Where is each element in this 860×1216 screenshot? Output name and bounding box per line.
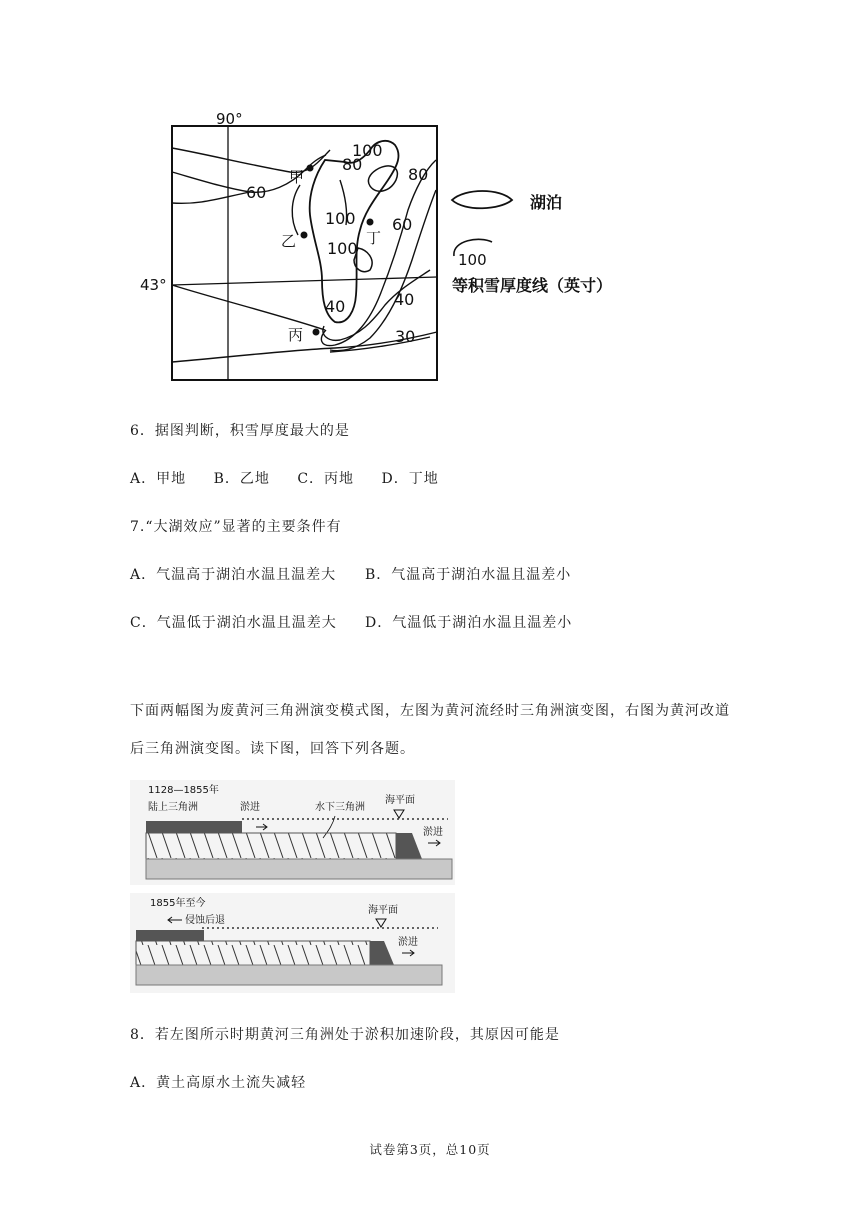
sea-level-label: 海平面 bbox=[385, 795, 415, 806]
contour-value: 30 bbox=[395, 327, 416, 346]
contour-value: 80 bbox=[342, 155, 363, 174]
seabed-base bbox=[136, 965, 442, 985]
question-7-option-c: C．气温低于湖泊水温且温差大 bbox=[130, 615, 337, 631]
option: B．乙地 bbox=[213, 471, 270, 487]
place-dot-bing bbox=[313, 329, 320, 336]
question-8-option-a: A．黄土高原水土流失减轻 bbox=[130, 1075, 307, 1091]
underwater-delta-label: 水下三角洲 bbox=[315, 802, 365, 813]
contour-value: 80 bbox=[408, 165, 429, 184]
delta-diagram-bottom bbox=[130, 893, 455, 993]
place-ding: 丁 bbox=[366, 229, 382, 247]
question-6-stem: 6．据图判断，积雪厚度最大的是 bbox=[130, 423, 350, 439]
contour-value: 100 bbox=[352, 141, 383, 160]
contour-value: 100 bbox=[325, 209, 356, 228]
legend-contour-value: 100 bbox=[458, 251, 487, 269]
question-7-stem: 7.“大湖效应”显著的主要条件有 bbox=[130, 519, 342, 535]
place-bing: 丙 bbox=[288, 326, 304, 344]
period-label: 1128—1855年 bbox=[148, 785, 219, 796]
option: C．丙地 bbox=[297, 471, 355, 487]
question-7-option-d: D．气温低于湖泊水温且温差小 bbox=[365, 615, 573, 631]
place-jia: 甲 bbox=[289, 168, 305, 186]
legend-contour-label: 等积雪厚度线（英寸） bbox=[452, 276, 613, 295]
option: D．丁地 bbox=[381, 471, 439, 487]
contour-value: 60 bbox=[392, 215, 413, 234]
parallel-line bbox=[172, 277, 437, 285]
question-7-option-b: B．气温高于湖泊水温且温差小 bbox=[365, 567, 572, 583]
prograde-right-label: 淤进 bbox=[423, 827, 443, 838]
delta-diagram-top bbox=[130, 780, 455, 885]
contour-value: 40 bbox=[325, 297, 346, 316]
question-7-option-a: A．气温高于湖泊水温且温差大 bbox=[130, 567, 337, 583]
prograde-right-label: 淤进 bbox=[398, 937, 418, 948]
place-dot-yi bbox=[301, 232, 308, 239]
latitude-label: 43° bbox=[140, 276, 167, 294]
legend-lake-symbol bbox=[452, 191, 512, 208]
land-delta-block bbox=[146, 821, 242, 833]
land-delta-block bbox=[136, 930, 204, 941]
contour-value: 100 bbox=[327, 239, 358, 258]
legend-lake-label: 湖泊 bbox=[530, 193, 563, 212]
land-delta-label: 陆上三角洲 bbox=[148, 802, 198, 813]
longitude-label: 90° bbox=[216, 110, 243, 128]
snow-depth-map bbox=[140, 100, 680, 390]
prograde-label: 淤进 bbox=[240, 802, 260, 813]
contour-line bbox=[172, 192, 250, 203]
period-label: 1855年至今 bbox=[150, 898, 206, 909]
underwater-delta-body bbox=[146, 833, 396, 859]
contour-line bbox=[292, 185, 300, 235]
intro-paragraph: 下面两幅图为废黄河三角洲演变模式图，左图为黄河流经时三角洲演变图，右图为黄河改道后三角洲演变图。读下图，回答下列各题。 bbox=[130, 703, 730, 757]
seabed-base bbox=[146, 859, 452, 879]
erosion-label: 侵蚀后退 bbox=[185, 915, 225, 926]
place-dot-ding bbox=[367, 219, 374, 226]
underwater-delta-body bbox=[136, 941, 370, 965]
question-6-options bbox=[130, 468, 439, 488]
place-dot-jia bbox=[307, 165, 314, 172]
contour-line bbox=[172, 285, 325, 330]
contour-value: 40 bbox=[394, 290, 415, 309]
page-footer: 试卷第3页，总10页 bbox=[369, 1142, 491, 1157]
contour-value: 60 bbox=[246, 183, 267, 202]
sea-level-label: 海平面 bbox=[368, 905, 398, 916]
question-8-stem: 8．若左图所示时期黄河三角洲处于淤积加速阶段，其原因可能是 bbox=[130, 1027, 560, 1043]
place-yi: 乙 bbox=[281, 232, 297, 250]
option: A．甲地 bbox=[130, 471, 187, 487]
